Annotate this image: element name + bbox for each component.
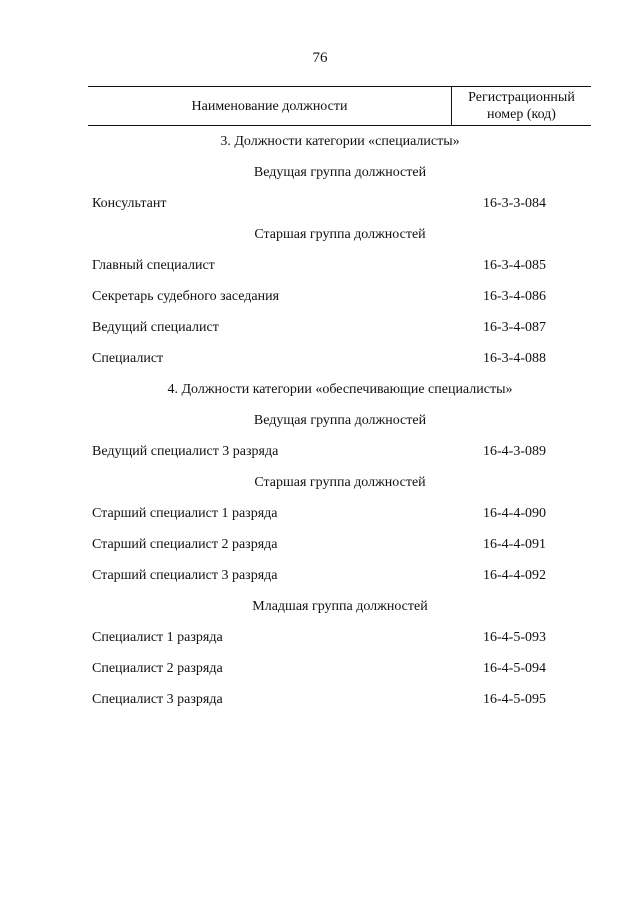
section-title: 4. Должности категории «обеспечивающие специалисты» xyxy=(167,382,513,397)
section-title: 3. Должности категории «специалисты» xyxy=(220,134,460,149)
position-name: Специалист xyxy=(92,351,164,366)
table-row xyxy=(0,684,640,715)
position-name: Главный специалист xyxy=(92,258,215,273)
position-name: Специалист 1 разряда xyxy=(92,630,223,645)
group-title: Ведущая группа должностей xyxy=(253,413,427,428)
table-row xyxy=(0,653,640,684)
table-row xyxy=(0,188,640,219)
registration-code: 16-4-4-092 xyxy=(483,568,546,583)
table-row xyxy=(0,436,640,467)
position-name: Старший специалист 2 разряда xyxy=(92,537,278,552)
group-title: Старшая группа должностей xyxy=(254,475,426,490)
group-title: Младшая группа должностей xyxy=(252,599,428,614)
registration-code: 16-3-4-087 xyxy=(483,320,546,335)
position-name: Ведущий специалист xyxy=(92,320,219,335)
table-row xyxy=(0,343,640,374)
page-number: 76 xyxy=(312,50,328,66)
table-row xyxy=(0,250,640,281)
position-name: Секретарь судебного заседания xyxy=(92,289,280,304)
group-title: Ведущая группа должностей xyxy=(253,165,427,180)
registration-code-header-line2: номер (код) xyxy=(487,107,556,122)
registration-code-header-line1: Регистрационный xyxy=(468,90,575,105)
table-header xyxy=(88,86,591,126)
table-row xyxy=(0,498,640,529)
position-name: Старший специалист 1 разряда xyxy=(92,506,278,521)
table-row xyxy=(0,622,640,653)
registration-code: 16-3-4-088 xyxy=(483,351,546,366)
positions-list xyxy=(0,126,640,715)
position-name: Консультант xyxy=(92,196,167,211)
registration-code: 16-4-5-093 xyxy=(483,630,546,645)
table-row xyxy=(0,529,640,560)
registration-code: 16-4-4-090 xyxy=(483,506,546,521)
registration-code: 16-4-5-095 xyxy=(483,692,546,707)
position-name: Специалист 3 разряда xyxy=(92,692,223,707)
registration-code: 16-3-3-084 xyxy=(483,196,546,211)
table-row xyxy=(0,312,640,343)
registration-code: 16-4-4-091 xyxy=(483,537,546,552)
group-title: Старшая группа должностей xyxy=(254,227,426,242)
position-name-header: Наименование должности xyxy=(191,99,348,114)
table-row xyxy=(0,560,640,591)
registration-code: 16-3-4-085 xyxy=(483,258,546,273)
table-row xyxy=(0,281,640,312)
registration-code: 16-4-3-089 xyxy=(483,444,546,459)
registration-code: 16-3-4-086 xyxy=(483,289,546,304)
position-name: Ведущий специалист 3 разряда xyxy=(92,444,279,459)
position-name: Старший специалист 3 разряда xyxy=(92,568,278,583)
registration-code-header xyxy=(452,89,591,123)
position-name: Специалист 2 разряда xyxy=(92,661,223,676)
registration-code: 16-4-5-094 xyxy=(483,661,546,676)
